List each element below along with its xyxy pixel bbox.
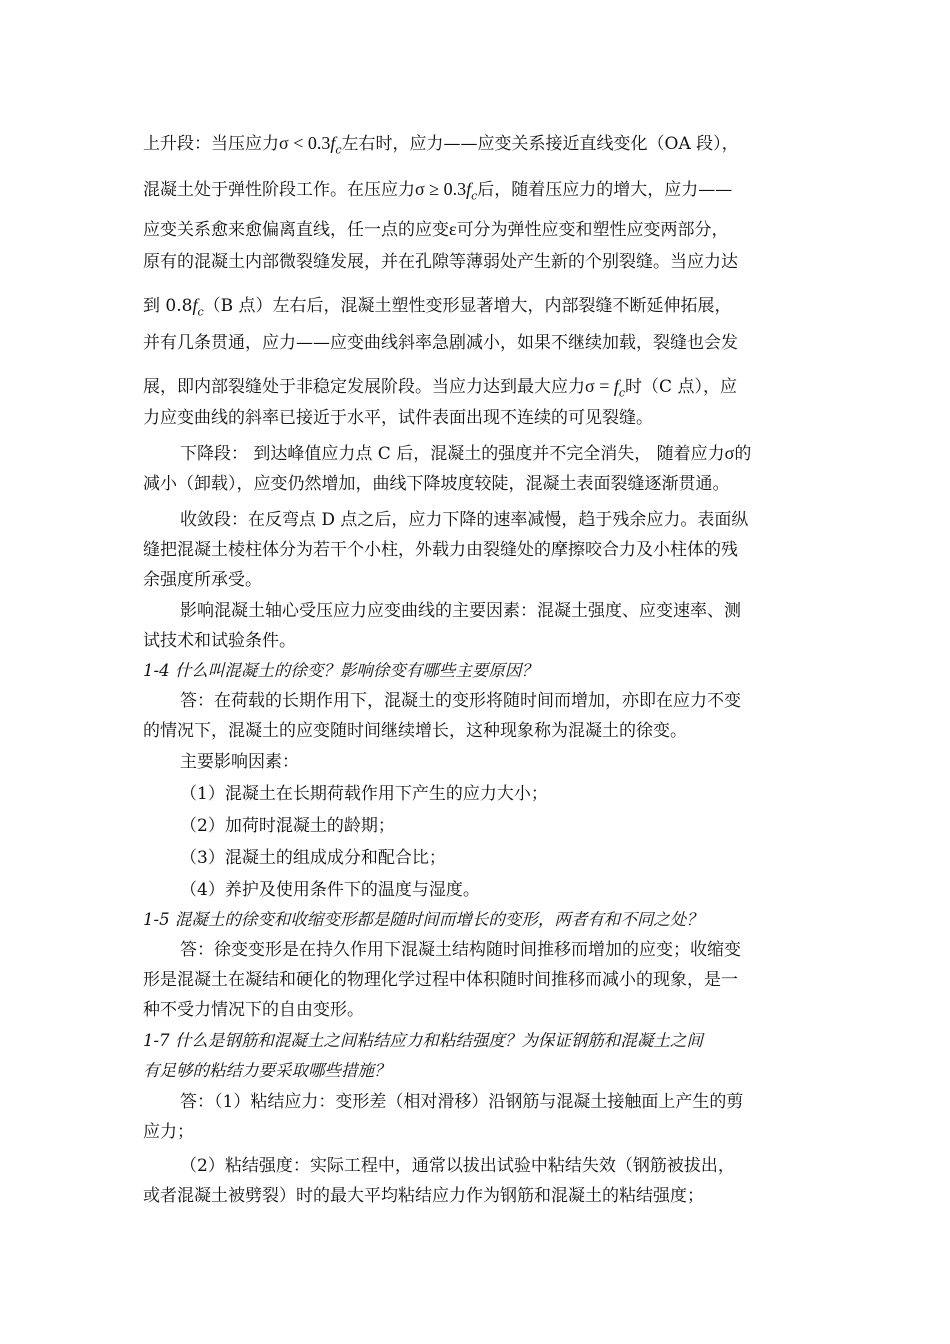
question-1-7-line-1: 1-7 什么是钢筋和混凝土之间粘结应力和粘结强度？为保证钢筋和混凝土之间 (143, 1031, 703, 1050)
rise-line-8: 力应变曲线的斜率已接近于水平，试件表面出现不连续的可见裂缝。 (143, 408, 653, 428)
text: 上升段：当压应力 (143, 134, 279, 154)
answer-1-5-line-2: 形是混凝土在凝结和硬化的物理化学过程中体积随时间推移而减小的现象，是一 (143, 970, 738, 990)
formula-sub: c (197, 305, 204, 319)
converge-line-2: 缝把混凝土棱柱体分为若干个小柱，外载力由裂缝处的摩擦咬合力及小柱体的残 (143, 540, 738, 560)
factors-line-1: 影响混凝土轴心受压应力应变曲线的主要因素：混凝土强度、应变速率、测 (180, 601, 741, 621)
question-1-4: 1-4 什么叫混凝土的徐变？影响徐变有哪些主要原因？ (143, 661, 538, 680)
answer-1-5-line-3: 种不受力情况下的自由变形。 (143, 1000, 364, 1020)
answer-1-4-line-2: 的情况下，混凝土的应变随时间继续增长，这种现象称为混凝土的徐变。 (143, 721, 687, 741)
text: 展，即内部裂缝处于非稳定发展阶段。当应力达到最大应力 (143, 377, 585, 397)
list-item: （4）养护及使用条件下的温度与湿度。 (180, 880, 480, 900)
answer-1-7-line-2: 应力； (143, 1122, 194, 1142)
question-1-7-line-2: 有足够的粘结力要采取哪些措施？ (143, 1061, 391, 1080)
formula-f: f (613, 376, 619, 396)
rise-line-1 (143, 131, 739, 162)
list-item: （2）加荷时混凝土的龄期； (180, 816, 395, 836)
list-item: （3）混凝土的组成成分和配合比； (180, 848, 446, 868)
text: 左右时，应力——应变关系接近直线变化（OA 段）， (341, 134, 739, 154)
answer-1-7-line-1: 答：（1）粘结应力：变形差（相对滑移）沿钢筋与混凝土接触面上产生的剪 (180, 1092, 744, 1112)
text: 后，随着压应力的增大，应力—— (477, 180, 733, 200)
rise-line-4: 原有的混凝土内部微裂缝发展，并在孔隙等薄弱处产生新的个别裂缝。当应力达 (143, 252, 738, 272)
formula-sub: c (335, 143, 342, 157)
rise-line-3 (143, 217, 729, 242)
formula: σ = (585, 376, 614, 396)
answer-1-4-line-1: 答：在荷载的长期作用下，混凝土的变形将随时间而增加，亦即在应力不变 (180, 691, 741, 711)
rise-line-2 (143, 177, 732, 208)
text: 的 (734, 444, 752, 464)
answer-1-7-line-3: （2）粘结强度：实际工程中，通常以拔出试验中粘结失效（钢筋被拔出， (180, 1156, 735, 1176)
formula-f: f (330, 133, 336, 153)
answer-1-7-line-4: 或者混凝土被劈裂）时的最大平均粘结应力作为钢筋和混凝土的粘结强度； (143, 1186, 704, 1206)
formula-sub: c (618, 386, 626, 400)
answer-1-5-line-1: 答：徐变变形是在持久作用下混凝土结构随时间推移而增加的应变；收缩变 (180, 940, 741, 960)
formula-f: f (192, 295, 198, 315)
rise-line-6: 并有几条贯通，应力——应变曲线斜率急剧减小，如果不继续加载，裂缝也会发 (143, 333, 738, 353)
fall-line-1 (180, 441, 751, 466)
formula-sub: c (471, 189, 478, 203)
text: （B 点）左右后，混凝土塑性变形显著增大，内部裂缝不断延伸拓展， (203, 296, 732, 316)
converge-line-1: 收敛段：在反弯点 D 点之后，应力下降的速率减慢，趋于残余应力。表面纵 (180, 510, 749, 530)
factors-line-2: 试技术和试验条件。 (143, 631, 296, 651)
formula: σ < 0.3 (279, 133, 331, 153)
rise-line-5 (143, 293, 732, 324)
list-item: （1）混凝土在长期荷载作用下产生的应力大小； (180, 784, 548, 804)
text: 到 0.8 (143, 296, 193, 316)
formula-f: f (466, 179, 472, 199)
text: 应变关系愈来愈偏离直线，任一点的应变 (143, 220, 449, 240)
converge-line-3: 余强度所承受。 (143, 570, 262, 590)
formula: σ ≥ 0.3 (415, 179, 467, 199)
question-1-5: 1-5 混凝土的徐变和收缩变形都是随时间而增长的变形，两者有和不同之处？ (143, 910, 703, 929)
answer-1-4-line-3: 主要影响因素： (180, 752, 299, 772)
text: 下降段： 到达峰值应力点 C 后，混凝土的强度并不完全消失， 随着应力 (180, 444, 725, 464)
text: 可分为弹性应变和塑性应变两部分， (456, 220, 729, 240)
text: 时（C 点），应 (625, 377, 737, 397)
rise-line-7 (143, 374, 737, 405)
fall-line-2: 减小（卸载），应变仍然增加，曲线下降坡度较陡，混凝土表面裂缝逐渐贯通。 (143, 474, 730, 494)
epsilon-symbol: ε (449, 219, 457, 239)
sigma-symbol: σ (724, 443, 735, 463)
text: 混凝土处于弹性阶段工作。在压应力 (143, 180, 415, 200)
